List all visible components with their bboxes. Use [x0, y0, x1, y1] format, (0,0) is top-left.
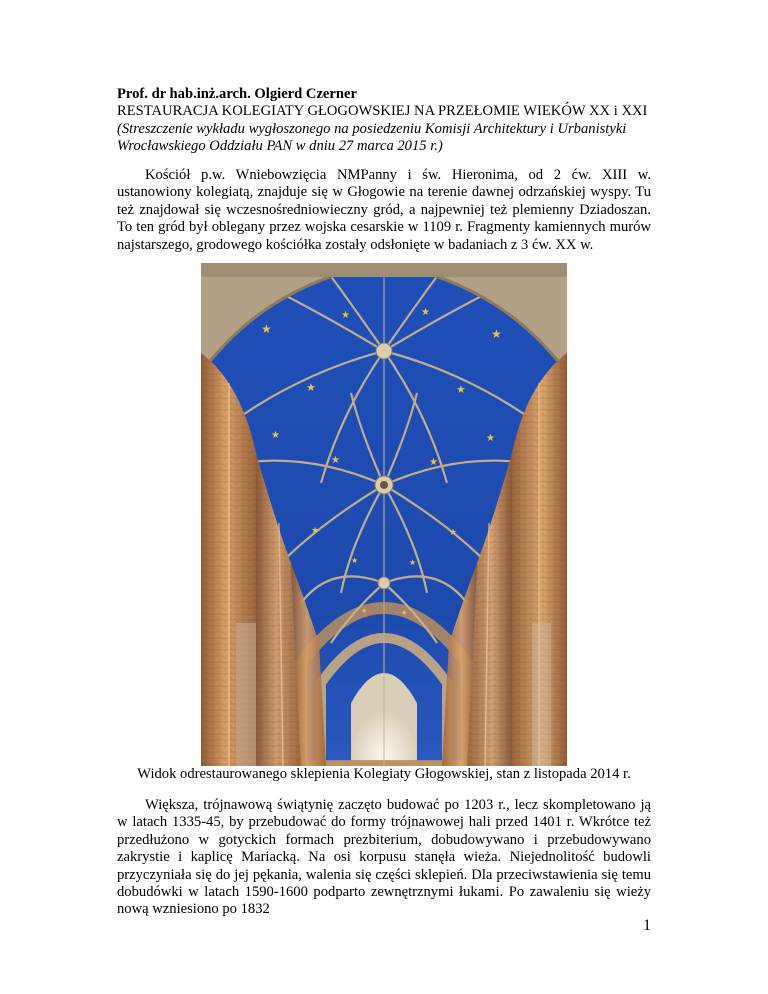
- author-line: Prof. dr hab.inż.arch. Olgierd Czerner: [117, 86, 357, 102]
- paragraph-intro: Kościół p.w. Wniebowzięcia NMPanny i św. Hieronima, od 2 ćw. XIII w. ustanowiony kolegiatą, znajduje się w Głogowie na terenie dawnej odrzańskiej wyspy. Tu też znajdował się wczesnośredniowieczny gród, a najpewniej też plemienny Dziadoszan. To ten gród był oblegany przez wojska cesarskie w 1109 r. Fragmenty kamiennych murów najstarszego, grodowego kościółka zostały odsłonięte w badaniach z 3 ćw. XX w.: [117, 167, 651, 253]
- svg-text:★: ★: [261, 322, 272, 336]
- vault-photo: [201, 263, 567, 766]
- svg-text:★: ★: [401, 609, 408, 617]
- svg-text:★: ★: [311, 526, 320, 536]
- svg-text:★: ★: [449, 528, 458, 538]
- svg-text:★: ★: [361, 607, 368, 615]
- svg-text:★: ★: [331, 455, 340, 466]
- svg-text:★: ★: [409, 558, 417, 567]
- svg-text:★: ★: [341, 310, 350, 321]
- document-header: [117, 86, 651, 156]
- page-number: 1: [643, 917, 651, 934]
- svg-text:★: ★: [429, 457, 438, 468]
- document-subtitle: (Streszczenie wykładu wygłoszonego na posiedzeniu Komisji Architektury i Urbanistyki Wrocławskiego Oddziału PAN w dniu 27 marca 2015 r.): [117, 120, 627, 155]
- document-title: RESTAURACJA KOLEGIATY GŁOGOWSKIEJ NA PRZEŁOMIE WIEKÓW XX i XXI: [117, 103, 648, 120]
- vault-boss: [376, 343, 392, 359]
- vault-boss: [378, 577, 390, 589]
- photo-caption: Widok odrestaurowanego sklepienia Kolegiaty Głogowskiej, stan z listopada 2014 r.: [137, 766, 631, 782]
- svg-text:★: ★: [306, 381, 316, 394]
- paragraph-history: Większa, trójnawową świątynię zaczęto budować po 1203 r., lecz skompletowano ją w latach 1335-45, by przebudować do formy trójnawowej hali przed 1401 r. Wkrótce też przedłużono w gotyckich formach prezbiterium, dobudowywano i przebudowywano zakrystie i kaplicę Mariacką. Na osi korpusu stanęła wieża. Niejednolitość budowli przyczyniała się do jej pękania, walenia się części sklepień. Dla przeciwstawienia się temu dobudówki w latach 1590-1600 podparto zewnętrznymi łukami. Po zawaleniu się wieży nową wzniesiono po 1832: [117, 797, 651, 918]
- svg-text:★: ★: [456, 383, 466, 396]
- svg-text:★: ★: [351, 556, 359, 565]
- vault-photo-illustration: [201, 263, 567, 766]
- svg-text:★: ★: [486, 433, 495, 444]
- svg-text:★: ★: [491, 327, 502, 341]
- svg-text:★: ★: [271, 430, 280, 441]
- svg-text:★: ★: [421, 307, 430, 318]
